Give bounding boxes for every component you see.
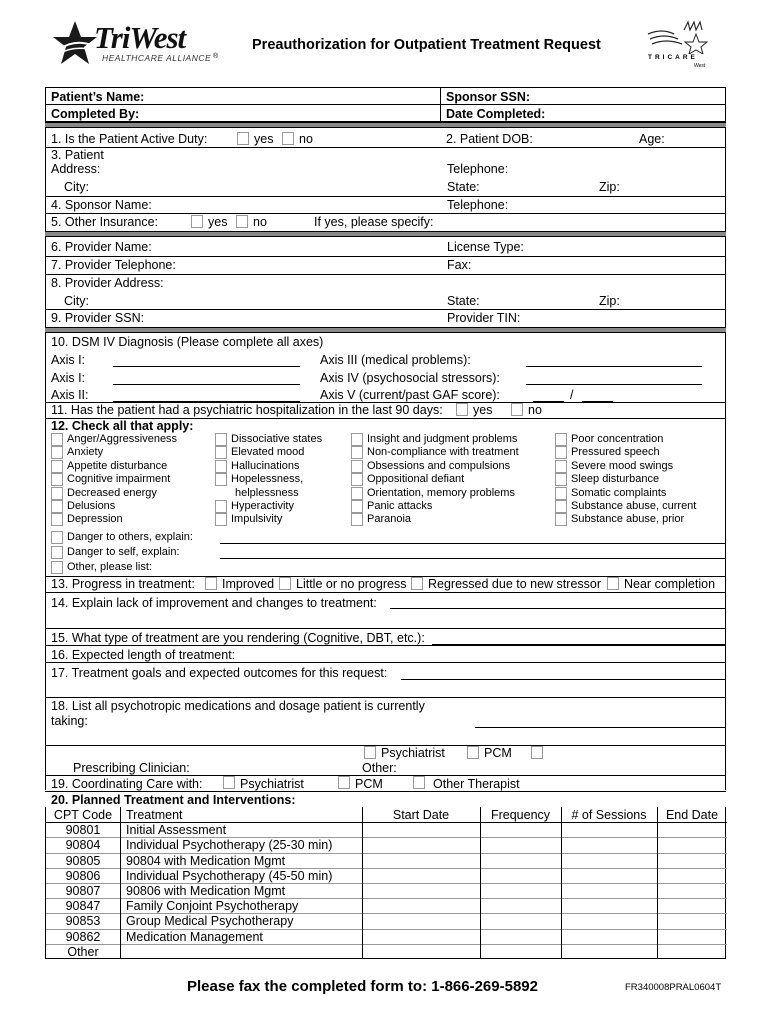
explain-improvement-line[interactable] — [390, 608, 725, 609]
progress-regressed-label: Regressed due to new stressor — [428, 577, 602, 591]
table-row-line — [46, 944, 727, 945]
symptom-checkbox-s5-col2a-2[interactable] — [215, 460, 227, 473]
provider-state-label: State: — [447, 294, 480, 308]
symptom-checkbox-s5-col3-1[interactable] — [351, 446, 363, 459]
symptom-label-s5-col4-4: Somatic complaints — [571, 486, 667, 499]
symptom-label-s5-col1-3: Cognitive impairment — [67, 473, 171, 486]
symptom-checkbox-s5-col2a-1[interactable] — [215, 446, 227, 459]
axis-iii-label: Axis III (medical problems): — [320, 353, 471, 367]
symptom-checkbox-s5-col4-3[interactable] — [555, 473, 567, 486]
symptom-checkbox-s5-col3-2[interactable] — [351, 460, 363, 473]
symptom-label-s5-col1-6: Depression — [67, 513, 123, 526]
logo-name: TriWest — [94, 20, 186, 55]
logo-registered: ® — [213, 53, 219, 60]
dsm-diagnosis-label: 10. DSM IV Diagnosis (Please complete all axes) — [51, 335, 324, 349]
symptom-checkbox-s5-col2b-1[interactable] — [215, 513, 227, 526]
table-cpt-code: 90847 — [65, 899, 101, 914]
symptom-checkbox-s5-col4-4[interactable] — [555, 487, 567, 500]
table-col-line — [120, 807, 121, 958]
tricare-sub: West — [694, 63, 706, 69]
coordinating-other-therapist-label: Other Therapist — [433, 777, 520, 791]
treatment-goals-line[interactable] — [401, 679, 725, 680]
patient-address-label-1: 3. Patient — [51, 148, 104, 162]
patient-state-label: State: — [447, 180, 480, 194]
provider-fax-label: Fax: — [447, 258, 472, 272]
other-insurance-no-label: no — [253, 215, 267, 229]
symptom-checkbox-s5-col1-5[interactable] — [51, 500, 63, 513]
symptom-label-s5-col3-1: Non-compliance with treatment — [367, 446, 519, 459]
tricare-text: TRICARE — [648, 54, 698, 61]
active-duty-no-label: no — [299, 132, 313, 146]
symptom-checkbox-s5-col4-0[interactable] — [555, 433, 567, 446]
progress-improved-label: Improved — [222, 577, 275, 591]
symptom-checkbox-s5-col3-3[interactable] — [351, 473, 363, 486]
symptom-checkbox-s5-col3-6[interactable] — [351, 513, 363, 526]
symptom-label-s5-col4-3: Sleep disturbance — [571, 473, 660, 486]
symptom-label-s5-col1-5: Delusions — [67, 500, 116, 512]
progress-near-completion-label: Near completion — [624, 577, 716, 591]
table-treatment: Medication Management — [126, 929, 263, 944]
active-duty-no-checkbox[interactable] — [282, 132, 294, 145]
symptom-checkbox-s5-col4-6[interactable] — [555, 513, 567, 526]
form-title: Preauthorization for Outpatient Treatment Request — [252, 37, 601, 53]
coordinating-care-label: 19. Coordinating Care with: — [51, 777, 203, 791]
prescriber-pcm-label: PCM — [484, 746, 512, 760]
table-header-cell: # of Sessions — [571, 808, 647, 822]
axis-i-label-1: Axis I: — [51, 353, 86, 367]
axis-ii-label: Axis II: — [51, 388, 89, 402]
patient-name-label: Patient’s Name: — [51, 90, 145, 104]
table-header-cell: CPT Code — [53, 808, 113, 822]
gaf-slash: / — [570, 388, 574, 402]
table-header-cell: Treatment — [126, 808, 183, 822]
table-cpt-code: 90862 — [65, 929, 101, 944]
check-all-title: 12. Check all that apply: — [51, 419, 194, 433]
license-type-label: License Type: — [447, 240, 524, 254]
hospitalization-yes-label: yes — [473, 403, 493, 417]
table-treatment: Individual Psychotherapy (25-30 min) — [126, 838, 333, 853]
symptom-label-s5-col2b-0: Hyperactivity — [231, 500, 294, 512]
treatment-type-label: 15. What type of treatment are you rendering (Cognitive, DBT, etc.): — [51, 631, 425, 645]
symptom-checkbox-s5-col1-1[interactable] — [51, 446, 63, 459]
prescriber-pcm-checkbox[interactable] — [467, 746, 479, 759]
hospitalization-yes-checkbox[interactable] — [456, 403, 468, 416]
sponsor-ssn-label: Sponsor SSN: — [446, 90, 531, 104]
patient-city-label: City: — [64, 180, 89, 194]
table-cpt-code: 90805 — [65, 853, 101, 868]
symptom-checkbox-s5-col3-0[interactable] — [351, 433, 363, 446]
table-cpt-code: 90806 — [65, 868, 101, 883]
table-header-cell: End Date — [665, 808, 719, 822]
danger-others-label: Danger to others, explain: — [67, 531, 193, 543]
symptom-label-s5-col3-6: Paranoia — [367, 513, 412, 526]
progress-label: 13. Progress in treatment: — [51, 577, 195, 591]
axis-iv-label: Axis IV (psychosocial stressors): — [320, 371, 500, 385]
symptom-checkbox-s5-col3-4[interactable] — [351, 487, 363, 500]
patient-dob-label: 2. Patient DOB: — [446, 132, 533, 146]
patient-address-label-2: Address: — [51, 162, 101, 176]
table-treatment: Initial Assessment — [126, 823, 227, 838]
tricare-logo — [644, 20, 720, 70]
axis-iii-line[interactable] — [526, 366, 702, 367]
fax-instruction: Please fax the completed form to: 1-866-269-5892 — [187, 978, 538, 995]
symptom-label-s5-col3-3: Oppositional defiant — [367, 473, 465, 486]
axis-i-line-2[interactable] — [113, 384, 300, 385]
symptom-label-s5-col1-4: Decreased energy — [67, 486, 157, 499]
table-col-line — [657, 807, 658, 958]
other-insurance-specify-label: If yes, please specify: — [314, 215, 434, 229]
active-duty-label: 1. Is the Patient Active Duty: — [51, 132, 208, 146]
provider-telephone-label: 7. Provider Telephone: — [51, 258, 176, 272]
coordinating-psychiatrist-checkbox[interactable] — [223, 776, 235, 789]
coordinating-other-therapist-checkbox[interactable] — [413, 776, 425, 789]
prescriber-psychiatrist-checkbox[interactable] — [364, 746, 376, 759]
danger-self-line[interactable] — [220, 558, 725, 559]
progress-improved-checkbox[interactable] — [205, 577, 217, 590]
table-treatment: 90804 with Medication Mgmt — [126, 853, 286, 868]
symptom-label-s5-col3-5: Panic attacks — [367, 500, 433, 512]
progress-little-label: Little or no progress — [296, 577, 407, 591]
symptom-checkbox-s5-col2b-0[interactable] — [215, 500, 227, 513]
table-treatment: 90806 with Medication Mgmt — [126, 884, 286, 898]
axis-i-line-1[interactable] — [113, 366, 300, 367]
other-insurance-no-checkbox[interactable] — [236, 215, 248, 228]
provider-zip-label: Zip: — [599, 294, 620, 308]
table-treatment: Group Medical Psychotherapy — [126, 914, 294, 929]
symptom-label-s5-col2_cont: helplessness — [235, 486, 299, 499]
table-cpt-code: 90804 — [65, 838, 101, 853]
symptom-checkbox-s5-col3-5[interactable] — [351, 500, 363, 513]
danger-self-label: Danger to self, explain: — [67, 546, 180, 558]
symptom-label-s5-col1-2: Appetite disturbance — [67, 459, 168, 472]
other-insurance-label: 5. Other Insurance: — [51, 215, 159, 229]
other-insurance-yes-label: yes — [208, 215, 228, 229]
symptom-checkbox-s5-col1-2[interactable] — [51, 460, 63, 473]
expected-length-label: 16. Expected length of treatment: — [51, 648, 236, 662]
axis-iv-line[interactable] — [526, 384, 702, 385]
table-col-line — [561, 807, 562, 958]
star-logo-icon — [52, 20, 98, 66]
treatment-goals-label: 17. Treatment goals and expected outcomes for this request: — [51, 666, 388, 680]
hospitalization-no-checkbox[interactable] — [511, 403, 523, 416]
medications-label-1: 18. List all psychotropic medications and dosage patient is currently — [51, 699, 425, 713]
symptom-label-s5-col2a-3: Hopelessness, — [231, 473, 304, 486]
active-duty-yes-checkbox[interactable] — [237, 132, 249, 145]
danger-self-checkbox[interactable] — [51, 546, 63, 559]
symptom-checkbox-s5-col2a-3[interactable] — [215, 473, 227, 486]
active-duty-yes-label: yes — [254, 132, 274, 146]
symptom-label-s5-col2a-2: Hallucinations — [231, 459, 300, 472]
progress-regressed-checkbox[interactable] — [411, 577, 423, 590]
table-treatment: Family Conjoint Psychotherapy — [126, 899, 299, 914]
completed-by-label: Completed By: — [51, 107, 140, 121]
symptom-label-s5-col4-6: Substance abuse, prior — [571, 513, 685, 526]
table-treatment: Individual Psychotherapy (45-50 min) — [126, 868, 333, 883]
symptom-label-s5-col4-2: Severe mood swings — [571, 459, 674, 472]
symptom-checkbox-s5-col4-5[interactable] — [555, 500, 567, 513]
prescriber-other-checkbox[interactable] — [531, 746, 543, 759]
provider-ssn-label: 9. Provider SSN: — [51, 311, 145, 325]
provider-tin-label: Provider TIN: — [447, 311, 521, 325]
symptom-label-s5-col2a-0: Dissociative states — [231, 433, 323, 445]
symptom-label-s5-col4-5: Substance abuse, current — [571, 500, 697, 512]
table-header-cell: Frequency — [490, 808, 551, 822]
patient-age-label: Age: — [639, 132, 665, 146]
sponsor-name-label: 4. Sponsor Name: — [51, 198, 152, 212]
provider-city-label: City: — [64, 294, 89, 308]
coordinating-pcm-checkbox[interactable] — [338, 776, 350, 789]
date-completed-label: Date Completed: — [446, 107, 546, 121]
patient-telephone-label: Telephone: — [447, 162, 509, 176]
symptom-label-s5-col4-0: Poor concentration — [571, 433, 664, 445]
planned-treatment-table — [45, 807, 726, 959]
axis-i-label-2: Axis I: — [51, 371, 86, 385]
symptom-checkbox-s5-col1-6[interactable] — [51, 513, 63, 526]
table-col-line — [362, 807, 363, 958]
table-cpt-code: 90807 — [65, 884, 101, 898]
symptom-checkbox-s5-col1-0[interactable] — [51, 433, 63, 446]
table-cpt-code: Other — [67, 944, 99, 959]
progress-near-completion-checkbox[interactable] — [607, 577, 619, 590]
symptom-checkbox-s5-col1-4[interactable] — [51, 487, 63, 500]
progress-little-checkbox[interactable] — [279, 577, 291, 590]
table-header-cell: Start Date — [392, 808, 450, 822]
logo-subtitle: HEALTHCARE ALLIANCE — [102, 53, 212, 63]
hospitalization-no-label: no — [528, 403, 542, 417]
table-cpt-code: 90853 — [65, 914, 101, 929]
sponsor-telephone-label: Telephone: — [447, 198, 509, 212]
form-id: FR340008PRAL0604T — [625, 982, 722, 993]
triwest-logo — [52, 20, 227, 68]
table-col-line — [480, 807, 481, 958]
medications-label-2: taking: — [51, 714, 88, 728]
provider-name-label: 6. Provider Name: — [51, 240, 152, 254]
symptom-label-s5-col1-0: Anger/Aggressiveness — [67, 433, 178, 445]
prescriber-other-label: Other: — [362, 761, 397, 775]
symptom-checkbox-s5-col4-2[interactable] — [555, 460, 567, 473]
symptom-label-s5-col3-4: Orientation, memory problems — [367, 486, 515, 499]
coordinating-pcm-label: PCM — [355, 777, 383, 791]
symptom-checkbox-s5-col4-1[interactable] — [555, 446, 567, 459]
tricare-eagle-icon — [644, 20, 716, 54]
provider-address-label: 8. Provider Address: — [51, 276, 164, 290]
explain-improvement-label: 14. Explain lack of improvement and changes to treatment: — [51, 596, 377, 610]
other-insurance-yes-checkbox[interactable] — [191, 215, 203, 228]
symptom-checkbox-s5-col2a-0[interactable] — [215, 433, 227, 446]
danger-others-line[interactable] — [220, 543, 725, 544]
table-cpt-code: 90801 — [65, 823, 101, 838]
coordinating-psychiatrist-label: Psychiatrist — [240, 777, 304, 791]
planned-treatment-title: 20. Planned Treatment and Interventions: — [51, 793, 296, 807]
symptom-label-s5-col4-1: Pressured speech — [571, 446, 660, 459]
other-list-label: Other, please list: — [67, 561, 152, 573]
patient-zip-label: Zip: — [599, 180, 620, 194]
other-list-checkbox[interactable] — [51, 561, 63, 574]
symptom-label-s5-col2a-1: Elevated mood — [231, 446, 305, 459]
symptom-label-s5-col1-1: Anxiety — [67, 446, 104, 459]
symptom-label-s5-col2b-1: Impulsivity — [231, 513, 283, 526]
symptom-label-s5-col3-2: Obsessions and compulsions — [367, 459, 511, 472]
axis-v-label: Axis V (current/past GAF score): — [320, 388, 500, 402]
danger-others-checkbox[interactable] — [51, 531, 63, 544]
prescribing-clinician-label: Prescribing Clinician: — [73, 761, 190, 775]
symptom-checkbox-s5-col1-3[interactable] — [51, 473, 63, 486]
prescriber-psychiatrist-label: Psychiatrist — [381, 746, 445, 760]
symptom-label-s5-col3-0: Insight and judgment problems — [367, 433, 518, 445]
medications-line[interactable] — [475, 727, 725, 728]
hospitalization-label: 11. Has the patient had a psychiatric hospitalization in the last 90 days: — [51, 403, 443, 417]
